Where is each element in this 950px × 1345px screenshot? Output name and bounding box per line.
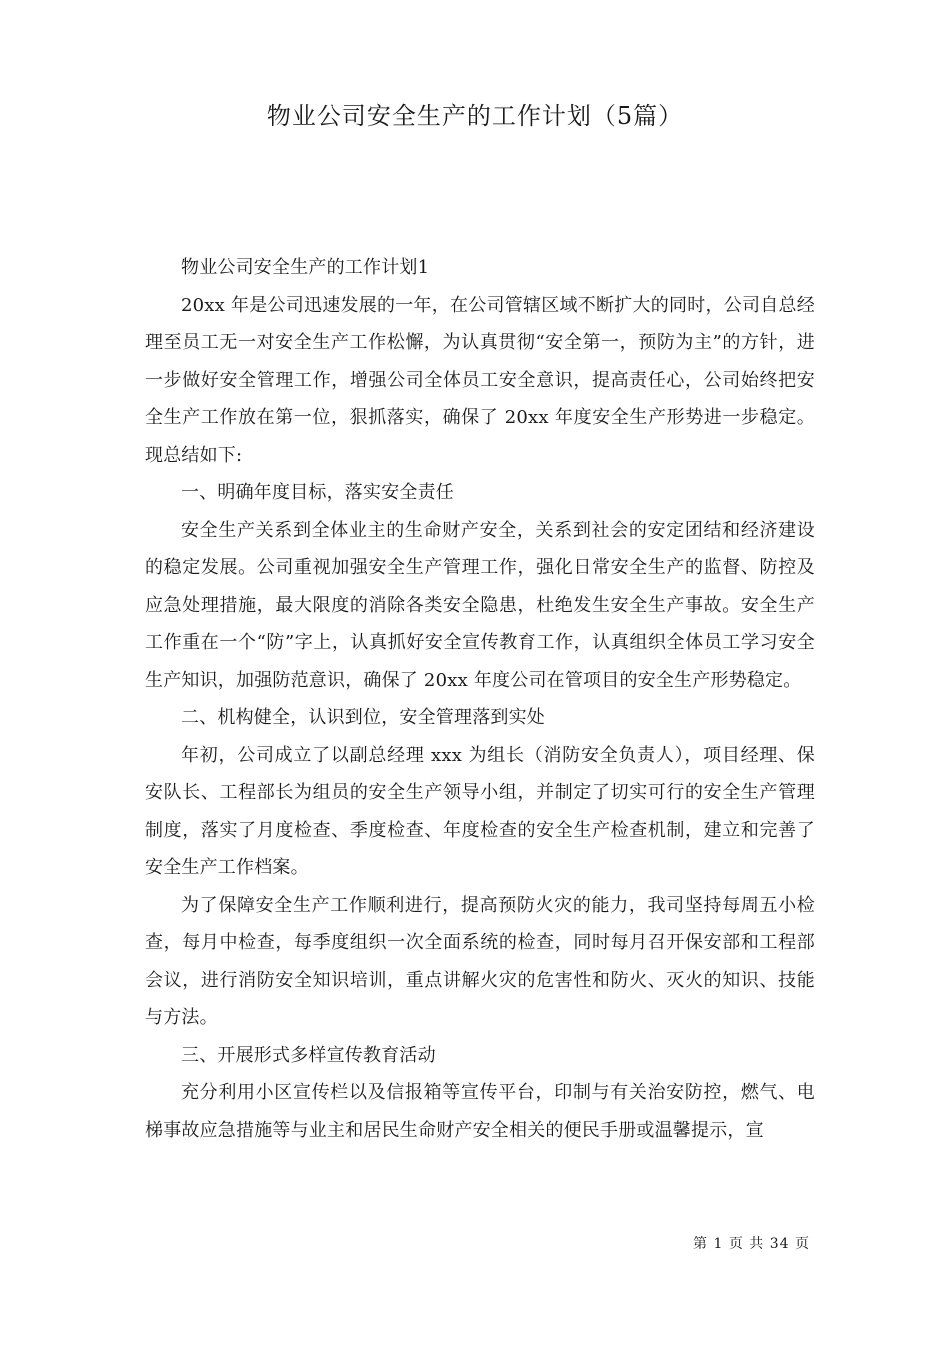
paragraph: 为了保障安全生产工作顺利进行，提高预防火灾的能力，我司坚持每周五小检查，每月中检查，每季度组织一次全面系统的检查，同时每月召开保安部和工程部会议，进行消防安全知识培训，重点讲解火灾的危害性和防火、灭火的知识、技能与方法。 [145,894,815,1028]
document-title: 物业公司安全生产的工作计划（5篇） [266,102,684,130]
document-body [145,249,815,1149]
paragraph: 年初，公司成立了以副总经理 xxx 为组长（消防安全负责人），项目经理、保安队长、工程部长为组员的安全生产领导小组，并制定了切实可行的安全生产管理制度，落实了月度检查、季度检查、年度检查的安全生产检查机制，建立和完善了安全生产工作档案。 [145,744,815,878]
paragraph: 安全生产关系到全体业主的生命财产安全，关系到社会的安定团结和经济建设的稳定发展。公司重视加强安全生产管理工作，强化日常安全生产的监督、防控及应急处理措施，最大限度的消除各类安全隐患，杜绝发生安全生产事故。安全生产工作重在一个“防”字上，认真抓好安全宣传教育工作，认真组织全体员工学习安全生产知识，加强防范意识，确保了 20xx 年度公司在管项目的安全生产形势稳定。 [145,519,815,691]
paragraph: 充分利用小区宣传栏以及信报箱等宣传平台，印制与有关治安防控，燃气、电梯事故应急措施等与业主和居民生命财产安全相关的便民手册或温馨提示，宣 [145,1082,815,1141]
page-number: 第 1 页 共 34 页 [693,1236,810,1252]
paragraph-subtitle: 物业公司安全生产的工作计划1 [181,257,430,278]
section-heading: 二、机构健全，认识到位，安全管理落到实处 [181,707,545,728]
paragraph: 20xx 年是公司迅速发展的一年，在公司管辖区域不断扩大的同时，公司自总经理至员工无一对安全生产工作松懈，为认真贯彻“安全第一，预防为主”的方针，进一步做好安全管理工作，增强公司全体员工安全意识，提高责任心，公司始终把安全生产工作放在第一位，狠抓落实，确保了 20xx 年度安全生产形势进一步稳定。现总结如下: [145,294,815,466]
section-heading: 一、明确年度目标，落实安全责任 [181,482,454,503]
section-heading: 三、开展形式多样宣传教育活动 [181,1044,436,1066]
